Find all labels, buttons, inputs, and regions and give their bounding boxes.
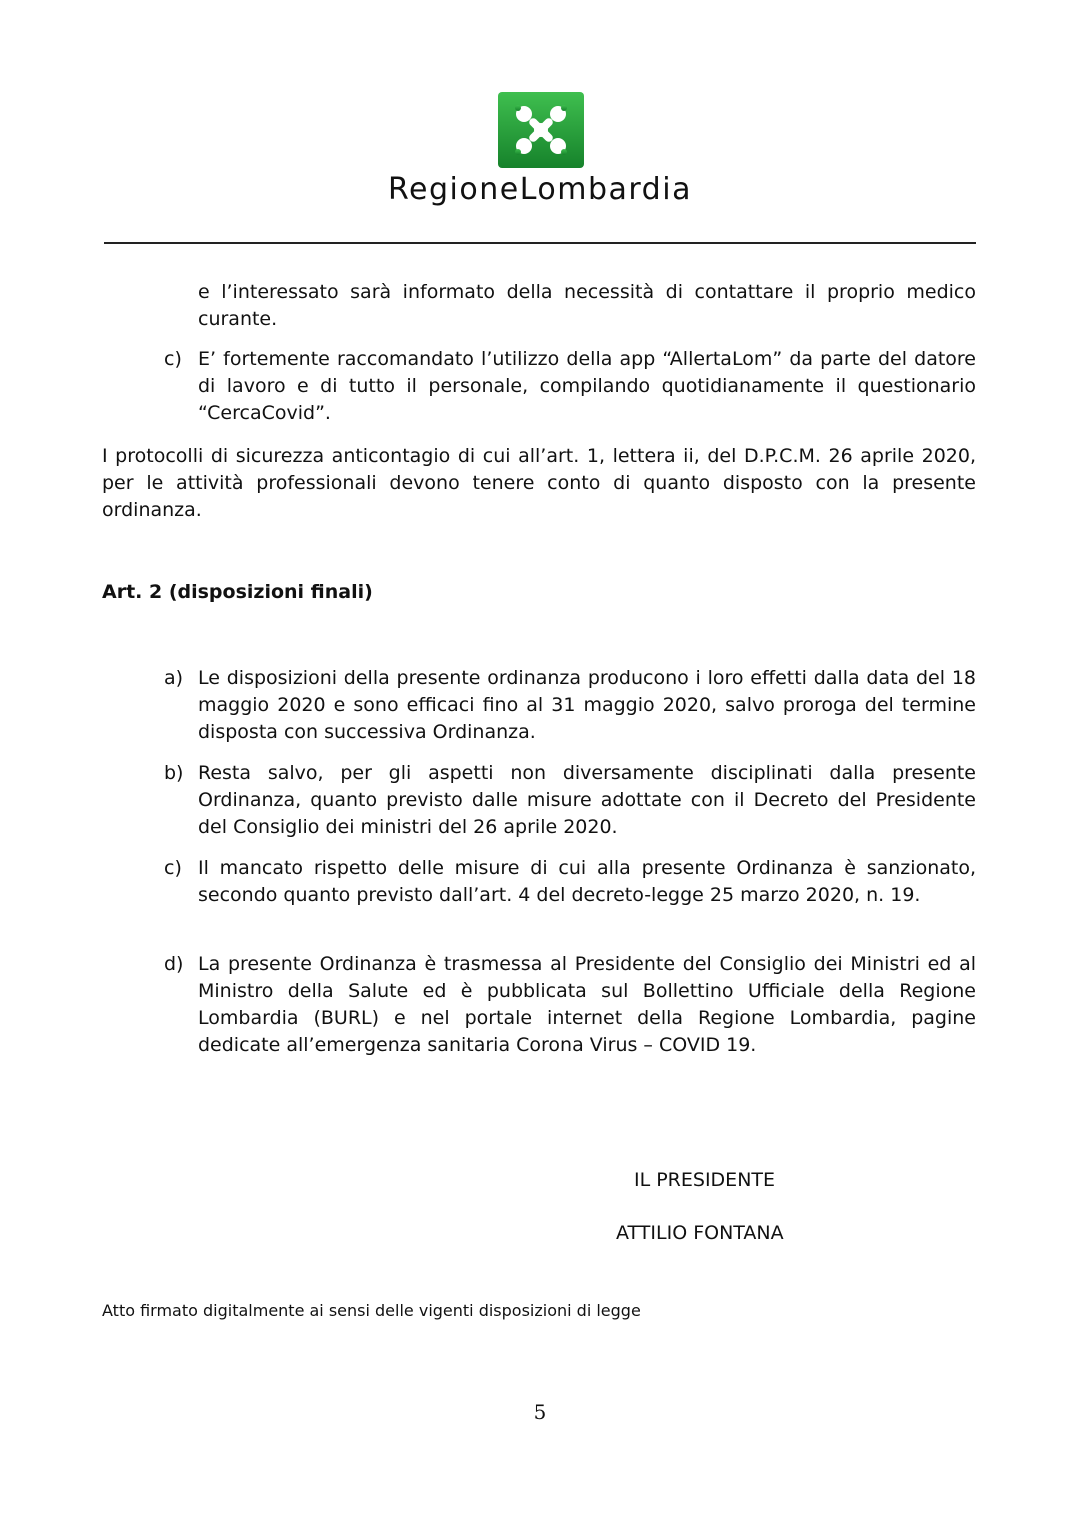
list-item-label: c) (164, 348, 182, 370)
brand-name: RegioneLombardia (388, 172, 692, 207)
digital-signature-note: Atto firmato digitalmente ai sensi delle vigenti disposizioni di legge (102, 1301, 641, 1320)
page-number: 5 (533, 1400, 547, 1424)
article-heading: Art. 2 (disposizioni finali) (102, 581, 373, 603)
signature-name: ATTILIO FONTANA (616, 1222, 784, 1244)
header-divider (104, 242, 976, 244)
list-item-text: Resta salvo, per gli aspetti non diversamente disciplinati dalla presente Ordinanza, quanto previsto dalle misure adottate con il Decreto del Presidente del Consiglio dei ministri del 26 aprile 2020. (198, 762, 976, 838)
protocol-paragraph: I protocolli di sicurezza anticontagio di cui all’art. 1, lettera ii, del D.P.C.M. 26 aprile 2020, per le attività professionali devono tenere conto di quanto disposto con la presente ordinanza. (102, 445, 976, 521)
list-item-text: Le disposizioni della presente ordinanza producono i loro effetti dalla data del 18 maggio 2020 e sono efficaci fino al 31 maggio 2020, salvo proroga del termine disposta con successiva Ordinanza. (198, 667, 976, 743)
continuation-text: e l’interessato sarà informato della necessità di contattare il proprio medico curante. (198, 281, 976, 330)
list-item-label: b) (164, 762, 184, 784)
list-item (164, 346, 976, 427)
list-item-label: a) (164, 667, 184, 689)
list-item (164, 855, 976, 909)
list-item (164, 951, 976, 1059)
list-item-label: d) (164, 953, 184, 975)
list-item-label: c) (164, 857, 182, 879)
list-item-text: La presente Ordinanza è trasmessa al Presidente del Consiglio dei Ministri ed al Ministro della Salute ed è pubblicata sul Bollettino Ufficiale della Regione Lombardia (BURL) e nel portale internet della Regione Lombardia, pagine dedicate all’emergenza sanitaria Corona Virus – COVID 19. (198, 953, 976, 1056)
signature-title: IL PRESIDENTE (634, 1169, 776, 1191)
list-item (164, 760, 976, 841)
list-item-text: E’ fortemente raccomandato l’utilizzo della app “AllertaLom” da parte del datore di lavoro e di tutto il personale, compilando quotidianamente il questionario “CercaCovid”. (198, 348, 976, 424)
list-item (164, 665, 976, 746)
regione-lombardia-logo (498, 92, 584, 168)
list-item-text: Il mancato rispetto delle misure di cui alla presente Ordinanza è sanzionato, secondo quanto previsto dall’art. 4 del decreto-legge 25 marzo 2020, n. 19. (198, 857, 976, 906)
